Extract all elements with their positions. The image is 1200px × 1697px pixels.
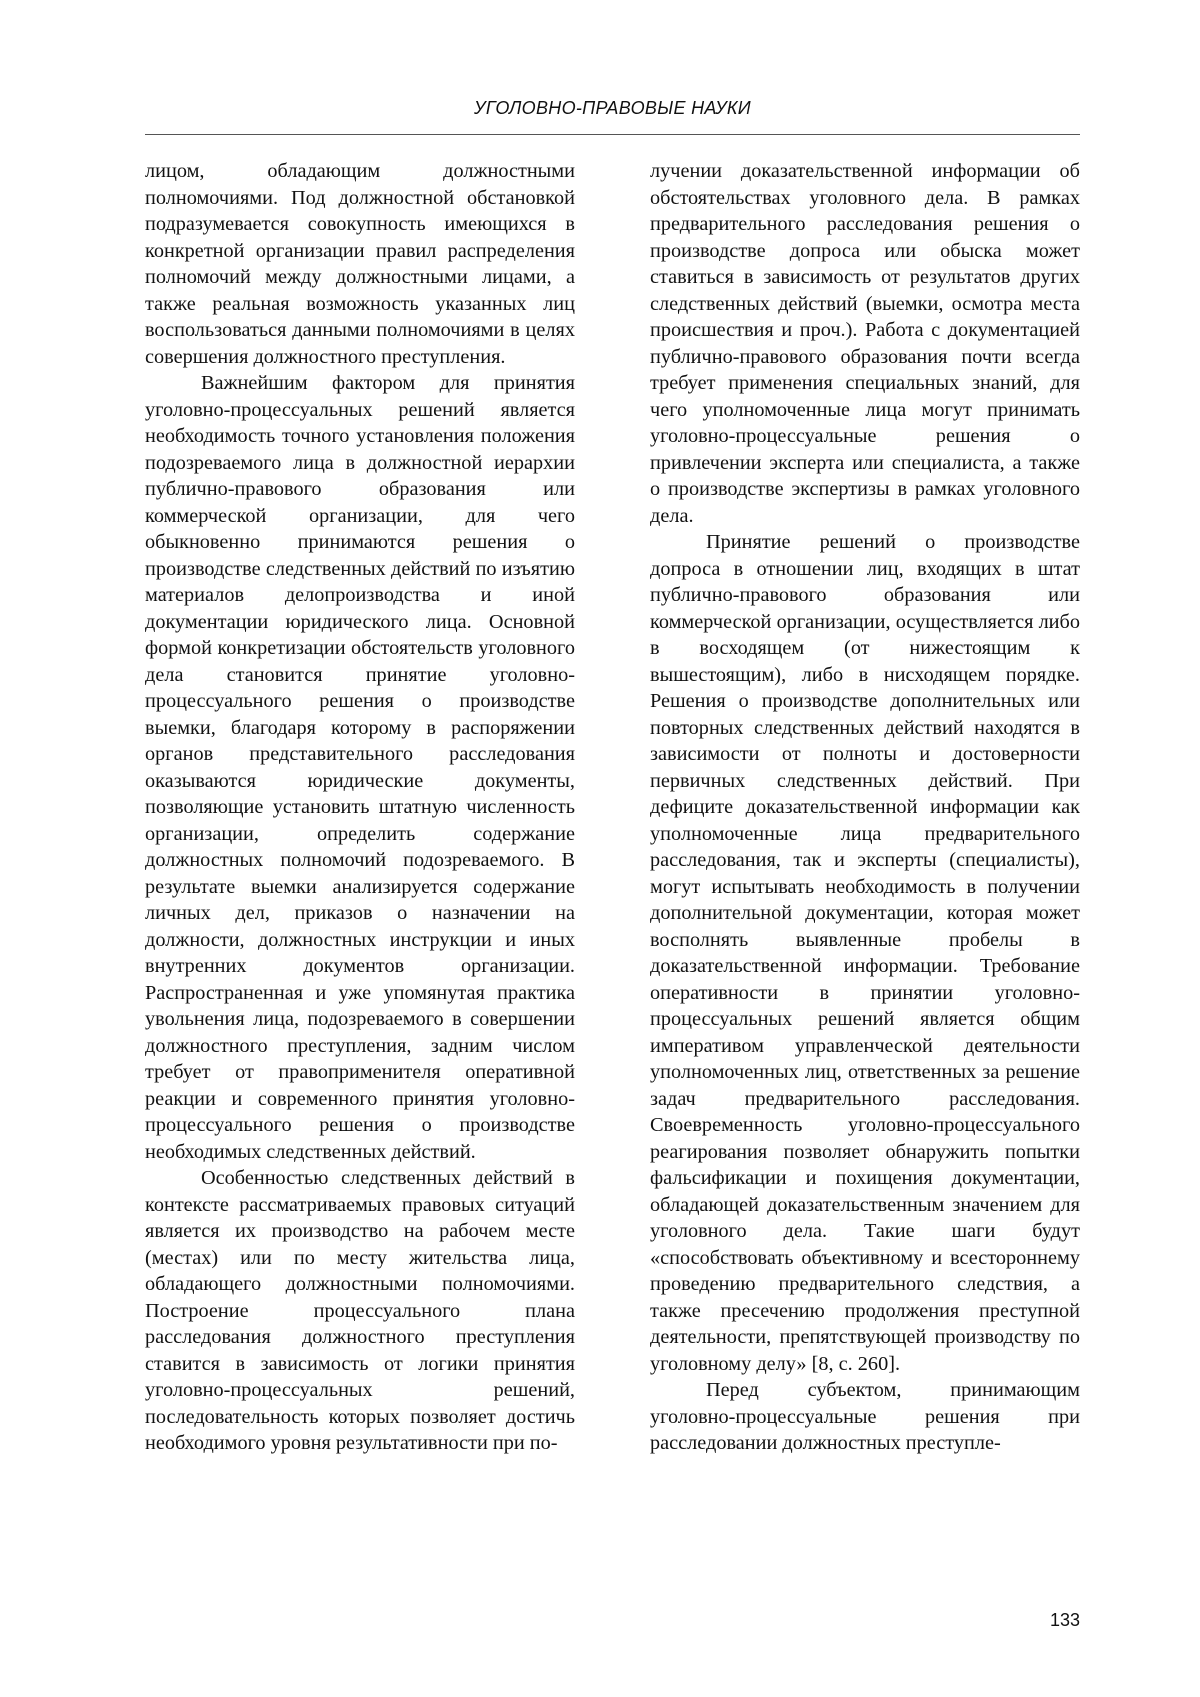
right-paragraph-1: лучении доказательственной информации об обстоятельствах уголовного дела. В рамках предварительного расследования решения о производстве допроса или обыска может ставиться в зависимость от результатов других следственных действий (выемки, осмотра места происшествия и проч.). Работа с документацией публично-правового образования почти всегда требует применения специальных знаний, для чего уполномоченные лица могут принимать уголовно-процессуальные решения о привлечении эксперта или специалиста, а также о производстве экспертизы в рамках уголовного дела. xyxy=(650,158,1080,529)
right-column xyxy=(650,158,1080,1457)
journal-page xyxy=(0,0,1200,1697)
right-paragraph-3: Перед субъектом, принимающим уголовно-процессуальные решения при расследовании должностных преступле- xyxy=(650,1377,1080,1457)
left-paragraph-3: Особенностью следственных действий в контексте рассматриваемых правовых ситуаций является их производство на рабочем месте (местах) или по месту жительства лица, обладающего должностными полномочиями. Построение процессуального плана расследования должностного преступления ставится в зависимость от логики принятия уголовно-процессуальных решений, последовательность которых позволяет достичь необходимого уровня результативности при по- xyxy=(145,1165,575,1457)
running-header: УГОЛОВНО-ПРАВОВЫЕ НАУКИ xyxy=(145,98,1080,119)
left-paragraph-1: лицом, обладающим должностными полномочиями. Под должностной обстановкой подразумевается совокупность имеющихся в конкретной организации правил распределения полномочий между должностными лицами, а также реальная возможность указанных лиц воспользоваться данными полномочиями в целях совершения должностного преступления. xyxy=(145,158,575,370)
right-paragraph-2: Принятие решений о производстве допроса в отношении лиц, входящих в штат публично-правового образования или коммерческой организации, осуществляется либо в восходящем (от нижестоящим к вышестоящим), либо в нисходящем порядке. Решения о производстве дополнительных или повторных следственных действий находятся в зависимости от полноты и достоверности первичных следственных действий. При дефиците доказательственной информации как уполномоченные лица предварительного расследования, так и эксперты (специалисты), могут испытывать необходимость в получении дополнительной документации, которая может восполнять выявленные пробелы в доказательственной информации. Требование оперативности в принятии уголовно-процессуальных решений является общим императивом управленческой деятельности уполномоченных лиц, ответственных за решение задач предварительного расследования. Своевременность уголовно-процессуального реагирования позволяет обнаружить попытки фальсификации и похищения документации, обладающей доказательственным значением для уголовного дела. Такие шаги будут «способствовать объективному и всестороннему проведению предварительного следствия, а также пресечению продолжения преступной деятельности, препятствующей производству по уголовному делу» [8, с. 260]. xyxy=(650,529,1080,1377)
header-rule xyxy=(145,134,1080,135)
left-column xyxy=(145,158,575,1457)
page-number: 133 xyxy=(1050,1610,1080,1631)
left-paragraph-2: Важнейшим фактором для принятия уголовно-процессуальных решений является необходимость точного установления положения подозреваемого лица в должностной иерархии публично-правового образования или коммерческой организации, для чего обыкновенно принимаются решения о производстве следственных действий по изъятию материалов делопроизводства и иной документации юридического лица. Основной формой конкретизации обстоятельств уголовного дела становится принятие уголовно-процессуального решения о производстве выемки, благодаря которому в распоряжении органов представительного расследования оказываются юридические документы, позволяющие установить штатную численность организации, определить содержание должностных полномочий подозреваемого. В результате выемки анализируется содержание личных дел, приказов о назначении на должности, должностных инструкции и иных внутренних документов организации. Распространенная и уже упомянутая практика увольнения лица, подозреваемого в совершении должностного преступления, задним числом требует от правоприменителя оперативной реакции и современного принятия уголовно-процессуального решения о производстве необходимых следственных действий. xyxy=(145,370,575,1165)
